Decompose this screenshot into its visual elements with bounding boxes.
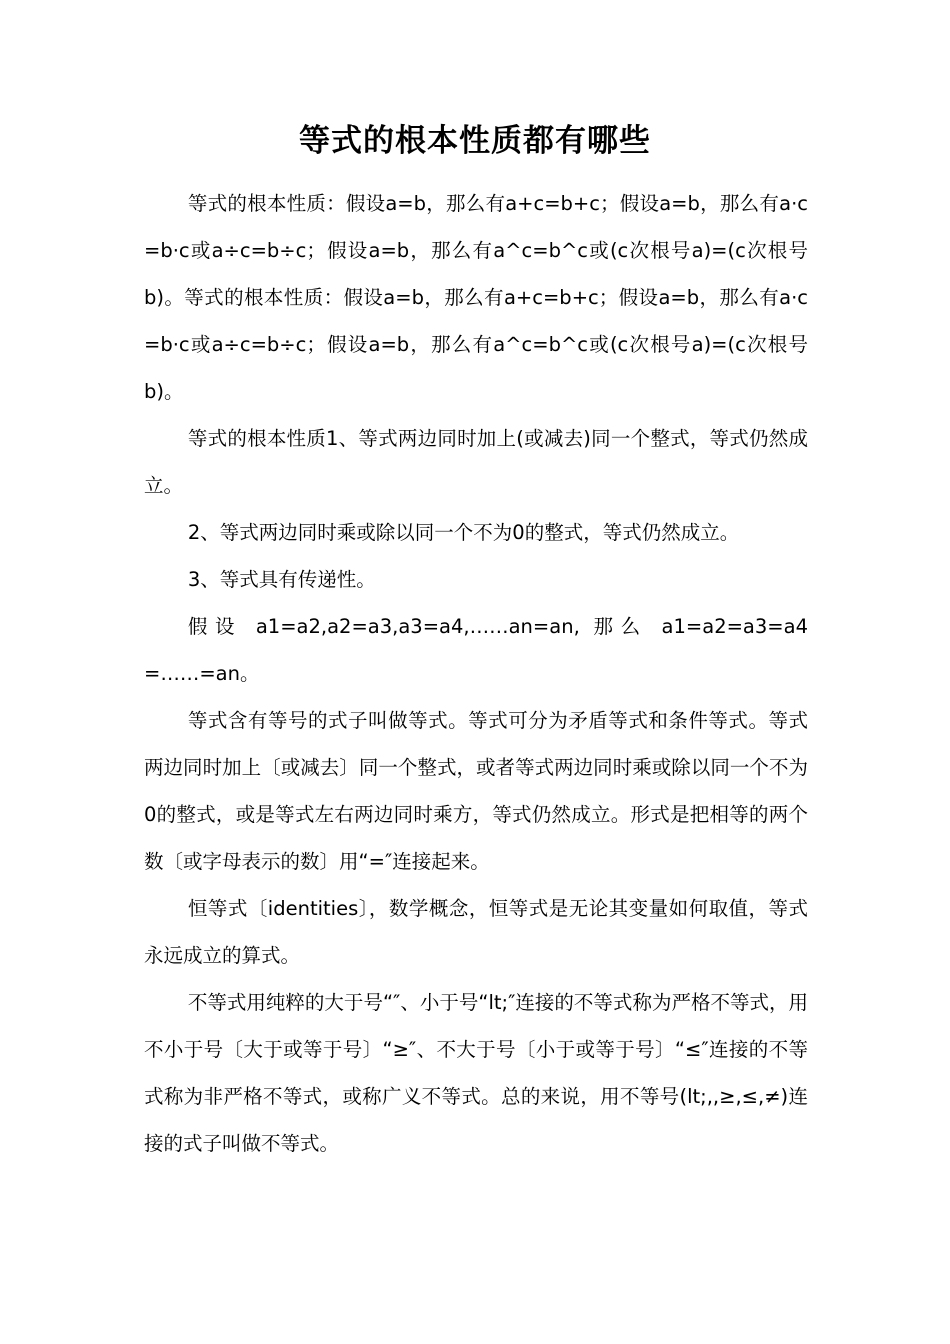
paragraph-property-3: 3、等式具有传递性。 (187, 568, 376, 591)
paragraph-identities: 恒等式〔identities〕，数学概念，恒等式是无论其变量如何取值，等式永远成立的算式。 (144, 897, 808, 967)
document-body (144, 180, 808, 1167)
paragraph-equation-definition: 等式含有等号的式子叫做等式。等式可分为矛盾等式和条件等式。等式两边同时加上〔或减去〕同一个整式，或者等式两边同时乘或除以同一个不为0的整式，或是等式左右两边同时乘方，等式仍然成立。形式是把相等的两个数〔或字母表示的数〕用“=″连接起来。 (144, 709, 808, 873)
paragraph-property-1: 等式的根本性质1、等式两边同时加上(或减去)同一个整式，等式仍然成立。 (144, 427, 808, 497)
paragraph-property-2: 2、等式两边同时乘或除以同一个不为0的整式，等式仍然成立。 (187, 521, 740, 544)
paragraph-transitivity-example: 假设 a1=a2,a2=a3,a3=a4,……an=an, 那么 a1=a2=a3=a4=……=an。 (144, 615, 808, 685)
paragraph-inequalities: 不等式用纯粹的大于号“″、小于号“lt;″连接的不等式称为严格不等式，用不小于号〔大于或等于号〕“≥″、不大于号〔小于或等于号〕“≤″连接的不等式称为非严格不等式，或称广义不等式。总的来说，用不等号(lt;,,≥,≤,≠)连接的式子叫做不等式。 (144, 991, 808, 1155)
document-title: 等式的根本性质都有哪些 (299, 123, 651, 159)
paragraph-basic-properties: 等式的根本性质：假设a=b，那么有a+c=b+c；假设a=b，那么有a·c=b·c或a÷c=b÷c；假设a=b，那么有a^c=b^c或(c次根号a)=(c次根号b)。等式的根本性质：假设a=b，那么有a+c=b+c；假设a=b，那么有a·c=b·c或a÷c=b÷c；假设a=b，那么有a^c=b^c或(c次根号a)=(c次根号b)。 (144, 192, 808, 403)
